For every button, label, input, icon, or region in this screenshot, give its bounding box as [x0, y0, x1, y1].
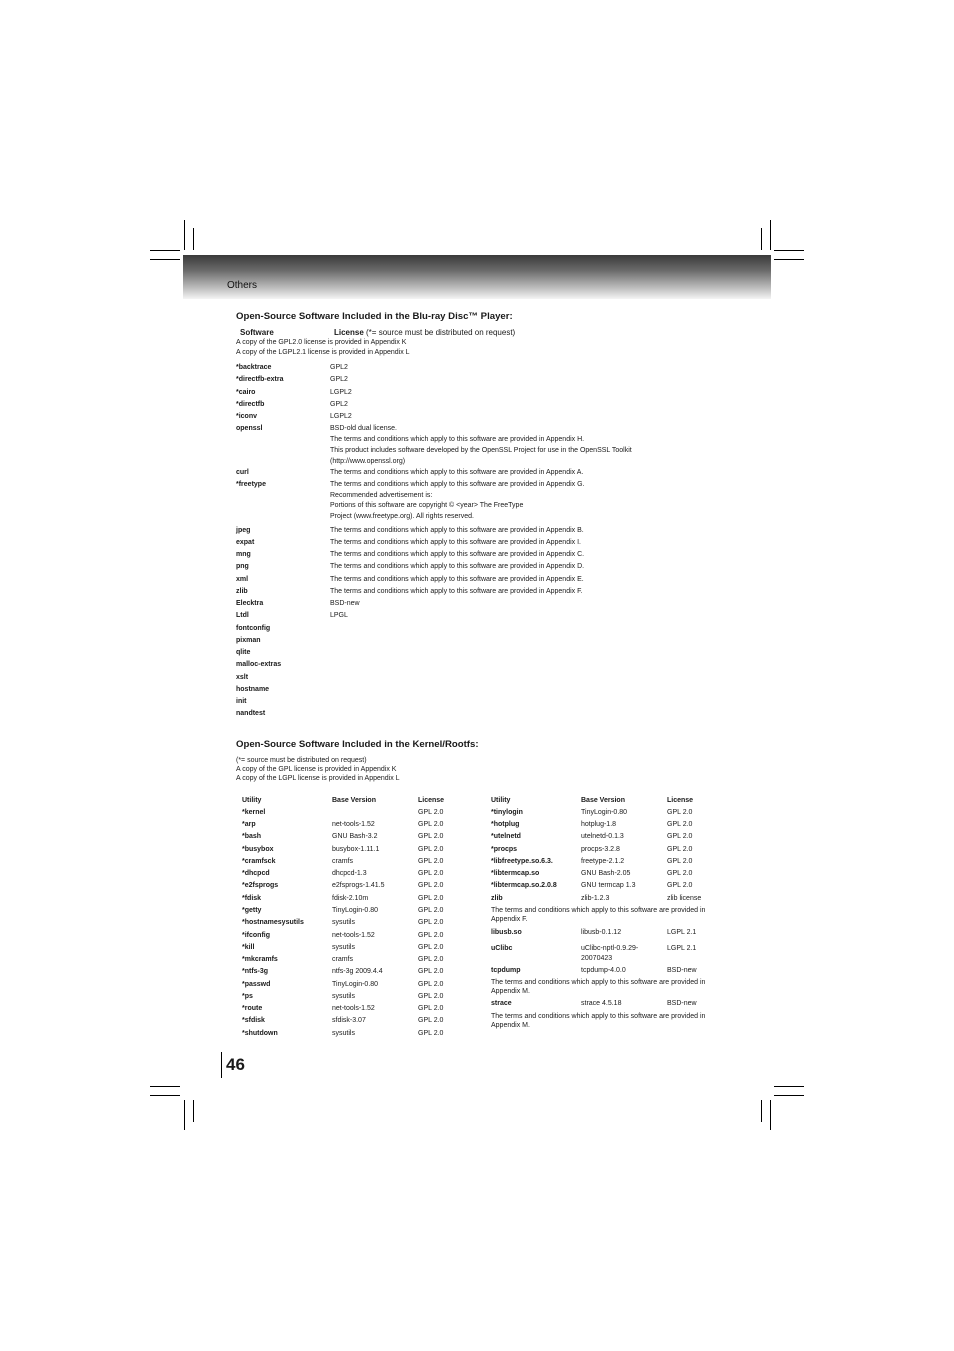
utility-name: *utelnetd: [491, 833, 521, 840]
utility-name: zlib: [491, 895, 503, 902]
license-value: GPL 2.0: [667, 870, 693, 877]
software-license: The terms and conditions which apply to this software are provided in Appendix D.: [330, 563, 585, 570]
license-value: GPL 2.0: [418, 858, 444, 865]
utility-name: *libtermcap.so.2.0.8: [491, 882, 557, 889]
kernel-title: Open-Source Software Included in the Kernel/Rootfs:: [236, 739, 479, 750]
utility-name: *hotplug: [491, 821, 520, 828]
base-version: uClibc-nptl-0.9.29-20070423: [581, 945, 639, 962]
software-license: LPGL: [330, 612, 348, 619]
base-version: sysutils: [332, 1030, 355, 1037]
base-version: procps-3.2.8: [581, 846, 620, 853]
base-version: GNU termcap 1.3: [581, 882, 636, 889]
page-number-bar: [221, 1052, 222, 1078]
software-name: mng: [236, 551, 251, 558]
license-value: BSD-new: [667, 967, 697, 974]
software-name: png: [236, 563, 249, 570]
crop-mark: [150, 250, 180, 251]
utility-name: *sfdisk: [242, 1017, 265, 1024]
software-license: The terms and conditions which apply to this software are provided in Appendix I.: [330, 539, 581, 546]
utility-name: *route: [242, 1005, 263, 1012]
base-version: TinyLogin-0.80: [332, 981, 379, 988]
base-version: sysutils: [332, 919, 355, 926]
license-value: GPL 2.0: [418, 944, 444, 951]
base-version: sysutils: [332, 944, 355, 951]
software-license: LGPL2: [330, 413, 352, 420]
base-version: utelnetd-0.1.3: [581, 833, 624, 840]
base-version: zlib-1.2.3: [581, 895, 610, 902]
license-value: GPL 2.0: [418, 907, 444, 914]
base-version: net-tools-1.52: [332, 932, 375, 939]
software-name: jpeg: [236, 527, 251, 534]
utility-name: *tinylogin: [491, 809, 523, 816]
license-value: GPL 2.0: [418, 919, 444, 926]
software-name: *iconv: [236, 413, 258, 420]
utility-name: *hostnamesysutils: [242, 919, 304, 926]
base-version: freetype-2.1.2: [581, 858, 625, 865]
license-value: GPL 2.0: [418, 821, 444, 828]
base-version: busybox-1.11.1: [332, 846, 380, 853]
base-version: net-tools-1.52: [332, 821, 375, 828]
base-version: cramfs: [332, 956, 353, 963]
license-column-header: [334, 328, 515, 337]
utility-name: *libtermcap.so: [491, 870, 540, 877]
license-label: License: [334, 328, 364, 337]
license-value: GPL 2.0: [418, 846, 444, 853]
utility-name: *bash: [242, 833, 262, 840]
software-name: init: [236, 698, 247, 705]
crop-mark: [761, 228, 762, 250]
utility-name: *getty: [242, 907, 262, 914]
license-value: GPL 2.0: [667, 882, 693, 889]
crop-mark: [774, 259, 804, 260]
utility-name: *shutdown: [242, 1030, 278, 1037]
crop-mark: [150, 1095, 180, 1096]
software-license: LGPL2: [330, 389, 352, 396]
base-version: e2fsprogs-1.41.5: [332, 882, 385, 889]
software-license: GPL2: [330, 364, 348, 371]
software-name: *cairo: [236, 389, 256, 396]
software-name: fontconfig: [236, 625, 271, 632]
software-license: BSD-old dual license. The terms and conditions which apply to this software are provided in Appendix H. This product includes software developed by the OpenSSL Project for use in the OpenSSL Toolkit (http://www.openssl.org): [330, 425, 632, 465]
base-version: Base Version: [332, 797, 376, 804]
base-version: dhcpcd-1.3: [332, 870, 367, 877]
crop-mark: [774, 1095, 804, 1096]
kernel-note-source: (*= source must be distributed on request): [236, 757, 367, 764]
software-license: The terms and conditions which apply to this software are provided in Appendix E.: [330, 576, 584, 583]
license-value: LGPL 2.1: [667, 945, 697, 952]
software-name: pixman: [236, 637, 261, 644]
base-version: sfdisk-3.07: [332, 1017, 366, 1024]
base-version: ntfs-3g 2009.4.4: [332, 968, 383, 975]
utility-name: *fdisk: [242, 895, 262, 902]
crop-mark: [770, 1100, 771, 1130]
software-name: *directfb-extra: [236, 376, 284, 383]
software-name: expat: [236, 539, 255, 546]
license-value: GPL 2.0: [418, 932, 444, 939]
page-number: 46: [226, 1055, 245, 1074]
base-version: fdisk-2.10m: [332, 895, 369, 902]
header-band: [183, 255, 771, 299]
utility-name: *dhcpcd: [242, 870, 270, 877]
crop-mark: [184, 220, 185, 250]
utility-name: *passwd: [242, 981, 271, 988]
software-name: malloc-extras: [236, 661, 282, 668]
license-value: License: [667, 797, 694, 804]
license-value: GPL 2.0: [418, 882, 444, 889]
utility-name: *kill: [242, 944, 255, 951]
software-name: xml: [236, 576, 249, 583]
license-value: GPL 2.0: [418, 833, 444, 840]
utility-name: *ps: [242, 993, 253, 1000]
license-value: GPL 2.0: [418, 1005, 444, 1012]
crop-mark: [193, 1100, 194, 1122]
software-name: xslt: [236, 674, 249, 681]
utility-name: *cramfsck: [242, 858, 276, 865]
license-value: License: [418, 797, 445, 804]
utility-name: *procps: [491, 846, 518, 853]
license-value: GPL 2.0: [418, 870, 444, 877]
crop-mark: [150, 1086, 180, 1087]
software-name: Ltdl: [236, 612, 249, 619]
utility-name: *ntfs-3g: [242, 968, 269, 975]
crop-mark: [761, 1100, 762, 1122]
license-value: GPL 2.0: [418, 1030, 444, 1037]
utility-name: *busybox: [242, 846, 274, 853]
crop-mark: [150, 259, 180, 260]
license-note-text: The terms and conditions which apply to this software are provided in Appendix F.: [491, 907, 706, 923]
software-license: BSD-new: [330, 600, 360, 607]
license-note: (*= source must be distributed on request): [363, 328, 516, 337]
software-name: *directfb: [236, 401, 265, 408]
software-name: openssl: [236, 425, 263, 432]
software-license: GPL2: [330, 401, 348, 408]
copy-line-gpl: A copy of the GPL2.0 license is provided in Appendix K: [236, 339, 407, 346]
kernel-note-gpl: A copy of the GPL license is provided in Appendix K: [236, 766, 397, 773]
section-label: Others: [227, 280, 258, 291]
utility-name: *kernel: [242, 809, 266, 816]
license-value: GPL 2.0: [667, 833, 693, 840]
crop-mark: [184, 1100, 185, 1130]
base-version: strace 4.5.18: [581, 1000, 622, 1007]
software-name: Elecktra: [236, 600, 264, 607]
utility-name: uClibc: [491, 945, 513, 952]
license-value: GPL 2.0: [418, 993, 444, 1000]
license-value: GPL 2.0: [418, 809, 444, 816]
license-value: GPL 2.0: [418, 956, 444, 963]
software-license: GPL2: [330, 376, 348, 383]
base-version: sysutils: [332, 993, 355, 1000]
software-name: *backtrace: [236, 364, 272, 371]
base-version: net-tools-1.52: [332, 1005, 375, 1012]
base-version: libusb-0.1.12: [581, 929, 622, 936]
base-version: tcpdump-4.0.0: [581, 967, 626, 974]
utility-name: *e2fsprogs: [242, 882, 279, 889]
software-license: The terms and conditions which apply to this software are provided in Appendix A.: [330, 469, 584, 476]
utility-name: tcpdump: [491, 967, 521, 974]
crop-mark: [193, 228, 194, 250]
base-version: TinyLogin-0.80: [332, 907, 379, 914]
software-license: The terms and conditions which apply to this software are provided in Appendix C.: [330, 551, 585, 558]
software-name: curl: [236, 469, 249, 476]
utility-name: libusb.so: [491, 929, 522, 936]
bluray-title: Open-Source Software Included in the Blu-ray Disc™ Player:: [236, 311, 513, 322]
software-name: *freetype: [236, 481, 266, 488]
license-value: GPL 2.0: [418, 895, 444, 902]
utility-name: *arp: [242, 821, 256, 828]
license-value: GPL 2.0: [418, 981, 444, 988]
license-value: GPL 2.0: [667, 821, 693, 828]
crop-mark: [770, 220, 771, 250]
software-name: hostname: [236, 686, 270, 693]
crop-mark: [774, 250, 804, 251]
utility-name: Utility: [242, 797, 262, 804]
license-value: GPL 2.0: [418, 968, 444, 975]
base-version: TinyLogin-0.80: [581, 809, 628, 816]
software-license: The terms and conditions which apply to this software are provided in Appendix B.: [330, 527, 584, 534]
base-version: GNU Bash-3.2: [332, 833, 378, 840]
utility-name: strace: [491, 1000, 512, 1007]
license-note-text: The terms and conditions which apply to this software are provided in Appendix M.: [491, 1013, 706, 1029]
base-version: Base Version: [581, 797, 625, 804]
license-value: GPL 2.0: [418, 1017, 444, 1024]
copy-line-lgpl: A copy of the LGPL2.1 license is provided in Appendix L: [236, 349, 410, 356]
license-value: BSD-new: [667, 1000, 697, 1007]
base-version: hotplug-1.8: [581, 821, 617, 828]
license-value: zlib license: [667, 895, 702, 902]
software-name: qlite: [236, 649, 251, 656]
license-note-text: The terms and conditions which apply to this software are provided in Appendix M.: [491, 979, 706, 995]
crop-mark: [774, 1086, 804, 1087]
license-value: GPL 2.0: [667, 846, 693, 853]
software-name: zlib: [236, 588, 248, 595]
base-version: GNU Bash-2.05: [581, 870, 631, 877]
software-license: The terms and conditions which apply to this software are provided in Appendix G. Recommended advertisement is: Portions of this software are copyright © <year> The FreeType Project (www.freetype.org). All rights reserved.: [330, 481, 585, 520]
base-version: cramfs: [332, 858, 353, 865]
utility-name: Utility: [491, 797, 511, 804]
utility-name: *ifconfig: [242, 932, 270, 939]
utility-name: *mkcramfs: [242, 956, 278, 963]
software-column-header: Software: [240, 328, 274, 337]
license-value: GPL 2.0: [667, 858, 693, 865]
license-value: GPL 2.0: [667, 809, 693, 816]
kernel-note-lgpl: A copy of the LGPL license is provided in Appendix L: [236, 775, 400, 782]
software-name: nandtest: [236, 710, 266, 717]
utility-name: *libfreetype.so.6.3.: [491, 858, 553, 865]
software-license: The terms and conditions which apply to this software are provided in Appendix F.: [330, 588, 583, 595]
license-value: LGPL 2.1: [667, 929, 697, 936]
